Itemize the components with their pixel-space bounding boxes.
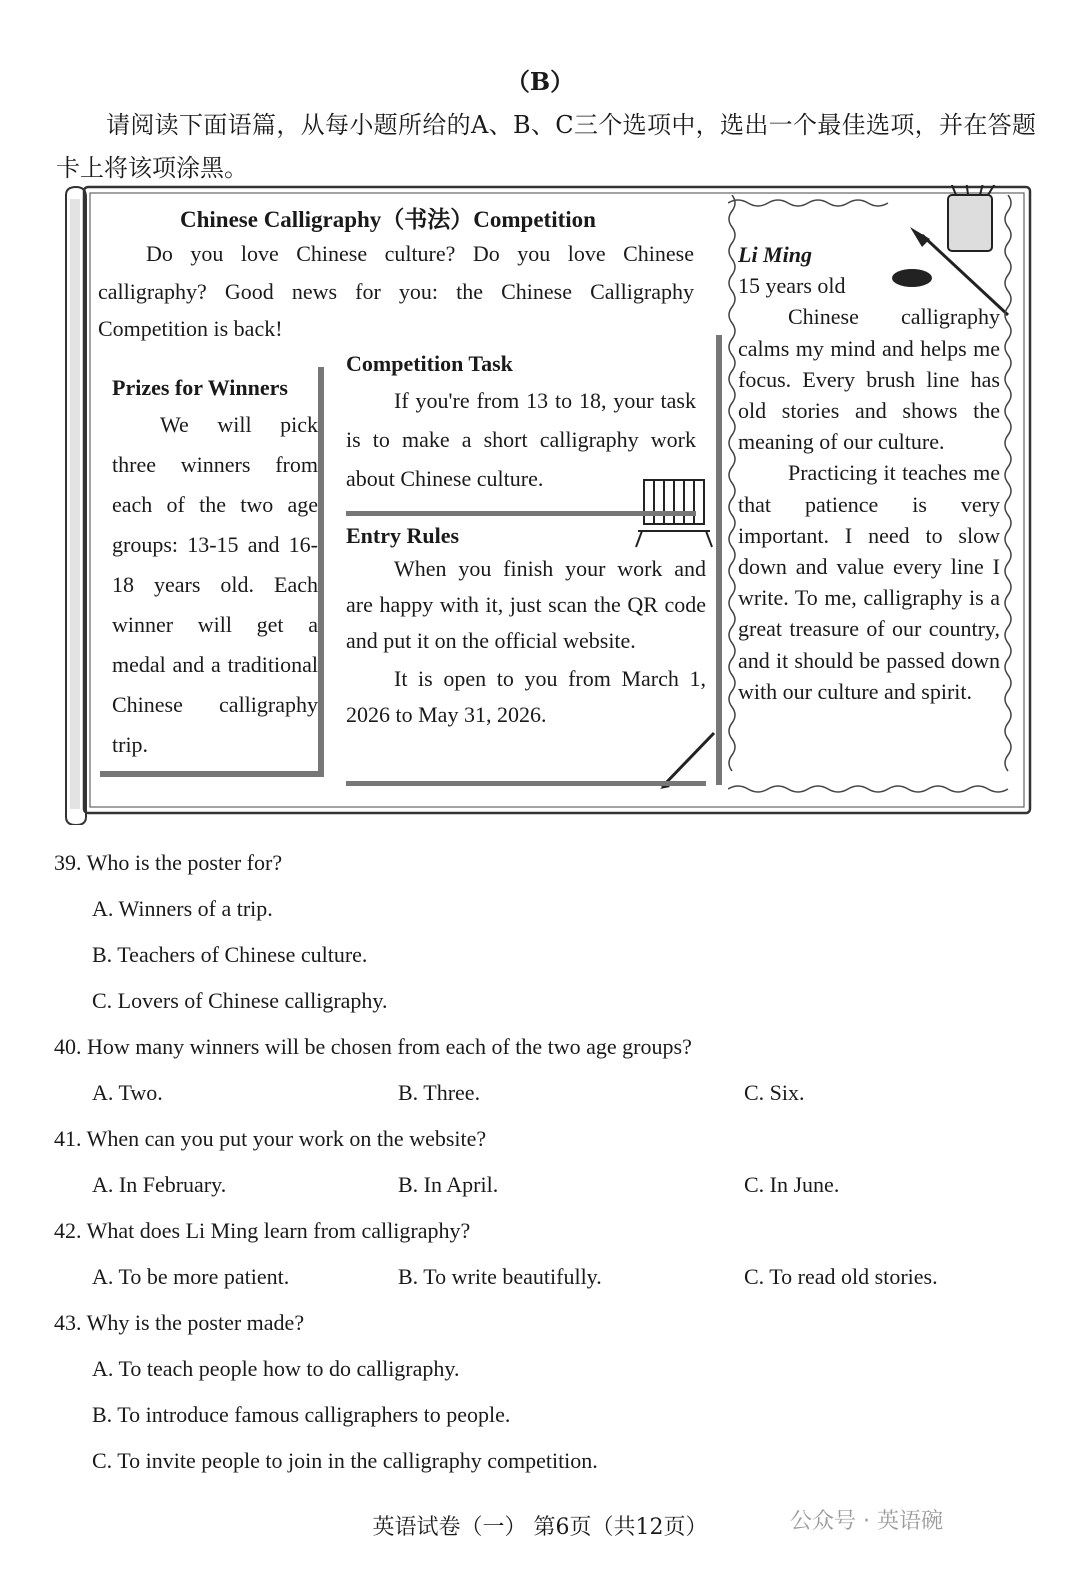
question-option[interactable]: A. To teach people how to do calligraphy. <box>92 1356 460 1381</box>
options-row <box>54 1070 1044 1116</box>
question-option[interactable]: C. Lovers of Chinese calligraphy. <box>92 988 388 1013</box>
poster-title: Chinese Calligraphy（书法）Competition <box>180 207 596 232</box>
question-option[interactable]: B. In April. <box>398 1172 499 1197</box>
poster <box>64 185 1032 825</box>
watermark: 公众号 · 英语碗 <box>790 1509 943 1534</box>
rules-box <box>346 523 706 786</box>
liming-age: 15 years old <box>738 273 846 299</box>
prizes-text: We will pick three winners from each of the two age groups: 13-15 and 16-18 years old. Each winner will get a medal and a traditional Chinese calligraphy trip. <box>112 412 318 757</box>
liming-name: Li Ming <box>738 242 812 267</box>
column-divider <box>716 335 722 785</box>
rules-text-1: When you finish your work and are happy with it, just scan the QR code and put it on the official website. <box>346 556 706 653</box>
question-option[interactable]: C. Six. <box>744 1080 805 1105</box>
question-option[interactable]: C. To read old stories. <box>744 1264 938 1289</box>
question-stem: 43. Why is the poster made? <box>54 1310 305 1335</box>
task-box <box>346 351 696 516</box>
liming-para-2: Practicing it teaches me that patience is very important. I need to slow down and value every line I write. To me, calligraphy is a great treasure of our country, and it should be passed down with our culture and spirit. <box>738 460 1000 704</box>
liming-text <box>738 239 1000 707</box>
intro-text: Do you love Chinese culture? Do you love Chinese calligraphy? Good news for you: the Chinese Calligraphy Competition is back! <box>98 241 694 341</box>
question-option[interactable]: A. To be more patient. <box>92 1264 290 1289</box>
question-option[interactable]: B. Teachers of Chinese culture. <box>92 942 368 967</box>
prizes-heading: Prizes for Winners <box>112 375 288 400</box>
questions <box>54 840 1044 1484</box>
liming-para-1: Chinese calligraphy calms my mind and helps me focus. Every brush line has old stories and shows the meaning of our culture. <box>738 304 1000 455</box>
poster-intro <box>98 235 694 348</box>
question-stem: 42. What does Li Ming learn from calligraphy? <box>54 1218 471 1243</box>
question-option[interactable]: A. In February. <box>92 1172 227 1197</box>
question-stem: 39. Who is the poster for? <box>54 850 283 875</box>
question-option[interactable]: A. Winners of a trip. <box>92 896 273 921</box>
options-row <box>54 1254 1044 1300</box>
question-stem: 41. When can you put your work on the website? <box>54 1126 487 1151</box>
question-option[interactable]: B. To introduce famous calligraphers to people. <box>92 1402 511 1427</box>
question-option[interactable]: B. Three. <box>398 1080 481 1105</box>
section-label: （B） <box>505 67 575 96</box>
task-heading: Competition Task <box>346 351 513 376</box>
task-text: If you're from 13 to 18, your task is to make a short calligraphy work about Chinese culture. <box>346 388 696 491</box>
page-footer: 英语试卷（一） 第6页（共12页） <box>372 1515 708 1540</box>
instruction-text: 请阅读下面语篇，从每小题所给的A、B、C三个选项中，选出一个最佳选项，并在答题卡上将该项涂黑。 <box>56 111 1036 182</box>
question-option[interactable]: A. Two. <box>92 1080 163 1105</box>
question-option[interactable]: B. To write beautifully. <box>398 1264 602 1289</box>
rules-text-2: It is open to you from March 1, 2026 to May 31, 2026. <box>346 666 706 727</box>
question-option[interactable]: C. To invite people to join in the calligraphy competition. <box>92 1448 598 1473</box>
question-stem: 40. How many winners will be chosen from each of the two age groups? <box>54 1034 692 1059</box>
options-row <box>54 1162 1044 1208</box>
prizes-box <box>100 367 324 777</box>
question-option[interactable]: C. In June. <box>744 1172 840 1197</box>
rules-heading: Entry Rules <box>346 523 460 548</box>
liming-panel <box>728 195 1014 795</box>
